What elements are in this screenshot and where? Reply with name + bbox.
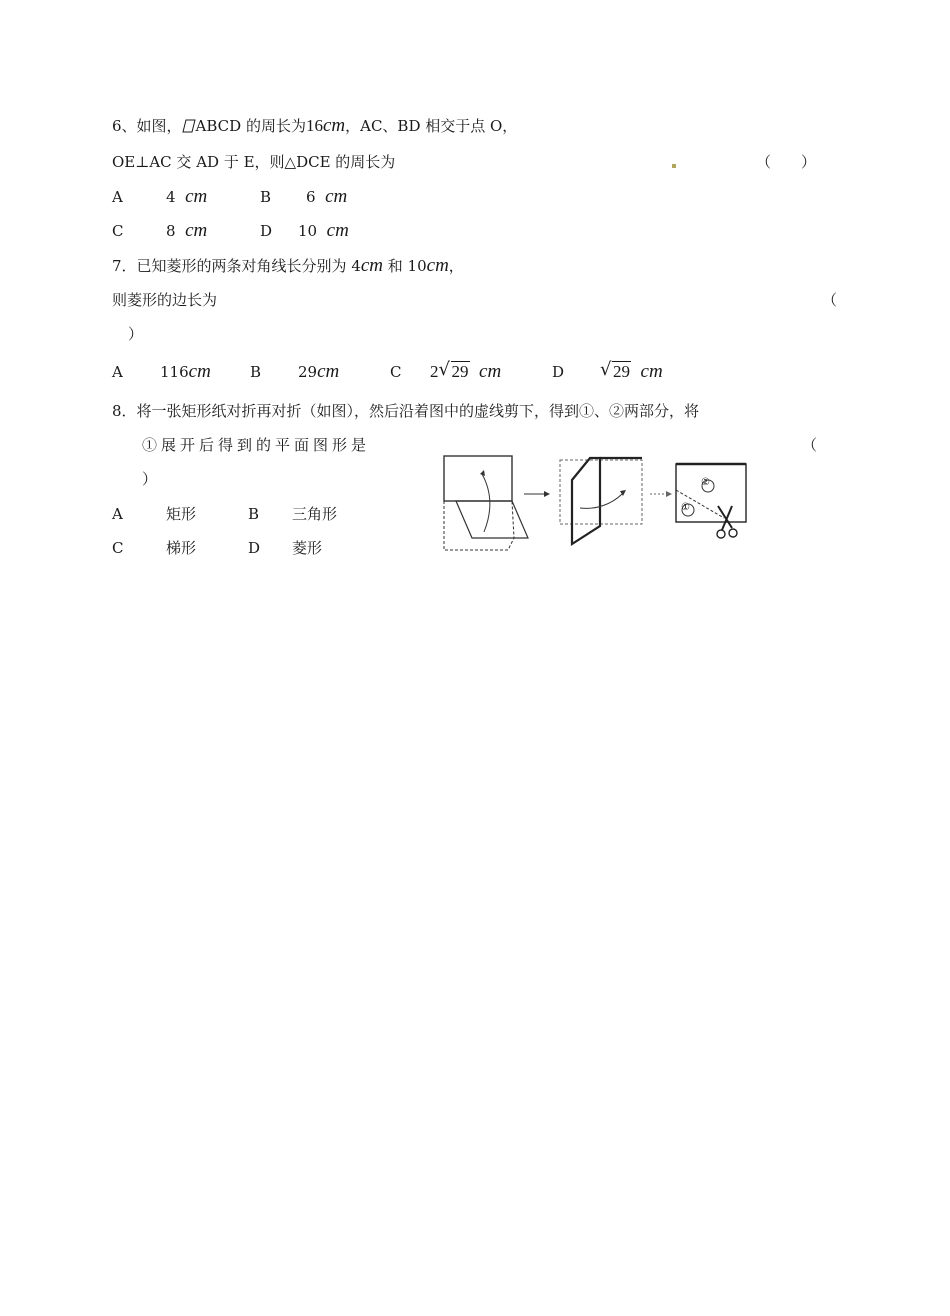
q7-paren-close: ） bbox=[128, 325, 144, 343]
q7-paren-open: （ bbox=[822, 291, 838, 309]
part-2-label: ② bbox=[701, 477, 710, 488]
q6-option-a-value: 4 cm bbox=[166, 186, 208, 207]
q7-option-d-value: √ 29 cm bbox=[600, 359, 663, 382]
fold-step-2 bbox=[560, 458, 642, 544]
q8-option-c: C bbox=[112, 539, 124, 557]
q7-option-b: B bbox=[250, 363, 262, 381]
paper-folding-figure bbox=[440, 452, 760, 562]
q6-text-c: ，AC、BD 相交于点 O， bbox=[345, 117, 518, 135]
q6-answer-paren: （ ） bbox=[756, 153, 817, 171]
q8-paren-open: （ bbox=[802, 436, 818, 454]
q7-option-a: A bbox=[112, 363, 123, 381]
q6-line2: OE⊥AC 交 AD 于 E，则△DCE 的周长为 bbox=[112, 153, 396, 171]
marker-dot bbox=[672, 164, 676, 168]
q6-option-c-value: 8 cm bbox=[166, 220, 208, 241]
sqrt-symbol: √ 29 bbox=[438, 359, 469, 381]
q6-text: ABCD 的周长为 bbox=[195, 117, 306, 135]
q6-perimeter: 16 bbox=[305, 116, 323, 135]
q6-option-b: B bbox=[260, 188, 272, 206]
q8-option-a-text: 矩形 bbox=[166, 505, 197, 523]
q6-prefix: 6、如图， bbox=[112, 117, 182, 135]
q7-line1: 7．已知菱形的两条对角线长分别为 4cm 和 10cm， bbox=[112, 255, 464, 276]
q8-line1: 8．将一张矩形纸对折再对折（如图），然后沿着图中的虚线剪下，得到①、②两部分，将 bbox=[112, 402, 700, 420]
q6-line1 bbox=[112, 116, 517, 136]
q8-option-b-text: 三角形 bbox=[292, 505, 338, 523]
q7-unit1: cm bbox=[360, 255, 384, 276]
arrow-right-icon-1 bbox=[524, 491, 550, 497]
q7-unit2: cm bbox=[426, 255, 449, 276]
fold-step-1 bbox=[444, 456, 528, 550]
q6-option-d-value: 10 cm bbox=[298, 220, 349, 241]
q6-option-b-value: 6 cm bbox=[306, 186, 348, 207]
q8-paren-close: ） bbox=[142, 470, 158, 488]
q7-option-b-value: 29cm bbox=[298, 361, 340, 382]
q8-option-b: B bbox=[248, 505, 260, 523]
q8-option-a: A bbox=[112, 505, 123, 523]
fold-step-3 bbox=[676, 464, 746, 538]
q7-option-c-value: 2 √ 29 cm bbox=[430, 359, 502, 382]
q6-unit: cm bbox=[322, 115, 346, 136]
q7-option-d: D bbox=[552, 363, 565, 381]
q8-line2: ①展开后得到的平面图形是 bbox=[142, 436, 371, 454]
q8-option-d: D bbox=[248, 539, 261, 557]
arrow-right-icon-2 bbox=[650, 491, 672, 497]
q8-option-c-text: 梯形 bbox=[166, 539, 197, 557]
q8-option-d-text: 菱形 bbox=[292, 539, 323, 557]
q7-option-a-value: 116cm bbox=[160, 361, 211, 382]
folding-diagram bbox=[440, 452, 760, 562]
part-1-label: ① bbox=[681, 502, 690, 513]
q6-option-d: D bbox=[260, 222, 273, 240]
q6-option-c: C bbox=[112, 222, 124, 240]
q7-line2: 则菱形的边长为 bbox=[112, 291, 218, 309]
parallelogram-icon bbox=[182, 119, 196, 133]
sqrt-symbol: √ 29 bbox=[600, 359, 630, 381]
q6-option-a: A bbox=[112, 188, 123, 206]
q7-option-c: C bbox=[390, 363, 402, 381]
